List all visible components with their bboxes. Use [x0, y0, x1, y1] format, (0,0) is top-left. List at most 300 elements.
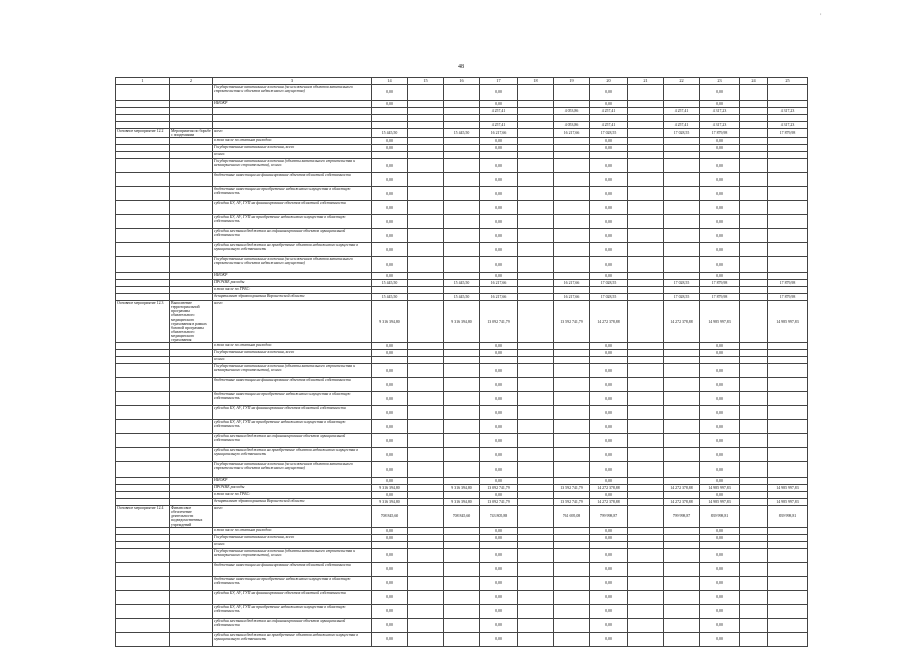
- table-row: [116, 122, 808, 129]
- amount-cell: [590, 115, 628, 122]
- amount-cell: [628, 122, 664, 129]
- table-row: [116, 108, 808, 115]
- amount-cell: 0,00: [700, 420, 740, 434]
- amount-cell: [628, 287, 664, 294]
- amount-cell: [554, 392, 590, 406]
- event-code-cell: [116, 406, 170, 420]
- amount-cell: 0,00: [480, 215, 518, 229]
- table-row: [116, 138, 808, 145]
- event-name-cell: [170, 108, 213, 115]
- amount-cell: [664, 527, 700, 534]
- amount-cell: [408, 392, 444, 406]
- amount-cell: [554, 187, 590, 201]
- amount-cell: 0,00: [372, 420, 408, 434]
- event-name-cell: [170, 201, 213, 215]
- amount-cell: 0,00: [480, 548, 518, 562]
- amount-cell: [628, 129, 664, 138]
- amount-cell: 0,00: [372, 187, 408, 201]
- amount-cell: 0,00: [372, 492, 408, 499]
- amount-cell: [444, 243, 480, 257]
- amount-cell: [518, 159, 554, 173]
- amount-cell: [740, 632, 768, 646]
- amount-cell: 0,00: [590, 350, 628, 357]
- expense-item-cell: Государственные капитальные вложения, всего: [213, 350, 372, 357]
- amount-cell: [372, 152, 408, 159]
- table-row: [116, 434, 808, 448]
- amount-cell: [664, 364, 700, 378]
- amount-cell: [554, 138, 590, 145]
- event-code-cell: [116, 215, 170, 229]
- table-row: [116, 618, 808, 632]
- table-row: [116, 506, 808, 527]
- amount-cell: [664, 492, 700, 499]
- expense-item-cell: Государственные капитальные вложения (объекты капитального строительства и незавершенного строительства), из них:: [213, 159, 372, 173]
- amount-cell: 13 092 741,79: [480, 499, 518, 506]
- amount-cell: [554, 229, 590, 243]
- amount-cell: 0,00: [700, 448, 740, 462]
- event-code-cell: [116, 294, 170, 301]
- event-name-cell: [170, 604, 213, 618]
- amount-cell: [408, 173, 444, 187]
- event-name-cell: [170, 534, 213, 541]
- amount-cell: [768, 562, 808, 576]
- amount-cell: [408, 534, 444, 541]
- amount-cell: [554, 287, 590, 294]
- amount-cell: 0,00: [480, 618, 518, 632]
- event-name-cell: [170, 406, 213, 420]
- amount-cell: 0,00: [480, 492, 518, 499]
- table-row: [116, 548, 808, 562]
- expense-item-cell: Государственные капитальные вложения (объекты капитального строительства и незавершенного строительства), из них:: [213, 548, 372, 562]
- amount-cell: [628, 152, 664, 159]
- event-name-cell: [170, 378, 213, 392]
- event-name-cell: [170, 159, 213, 173]
- amount-cell: [628, 534, 664, 541]
- amount-cell: [408, 434, 444, 448]
- amount-cell: 0,00: [480, 343, 518, 350]
- amount-cell: [700, 287, 740, 294]
- amount-cell: 0,00: [372, 406, 408, 420]
- amount-cell: 14 272 378,88: [664, 485, 700, 492]
- amount-cell: [768, 618, 808, 632]
- event-name-cell: [170, 499, 213, 506]
- amount-cell: [444, 406, 480, 420]
- amount-cell: 0,00: [590, 590, 628, 604]
- amount-cell: [768, 527, 808, 534]
- amount-cell: [554, 159, 590, 173]
- expense-item-cell: бюджетные инвестиции на приобретение недвижимого имущества в областную собственность: [213, 187, 372, 201]
- amount-cell: [740, 187, 768, 201]
- amount-cell: 0,00: [700, 576, 740, 590]
- amount-cell: [444, 378, 480, 392]
- amount-cell: 0,00: [590, 392, 628, 406]
- amount-cell: [664, 138, 700, 145]
- column-number-cell: 3: [213, 78, 372, 85]
- amount-cell: [628, 243, 664, 257]
- amount-cell: 0,00: [480, 145, 518, 152]
- amount-cell: [372, 108, 408, 115]
- amount-cell: 4 257,41: [480, 122, 518, 129]
- amount-cell: [518, 145, 554, 152]
- amount-cell: [518, 357, 554, 364]
- amount-cell: [554, 115, 590, 122]
- amount-cell: 0,00: [700, 229, 740, 243]
- event-code-cell: [116, 541, 170, 548]
- table-row: [116, 280, 808, 287]
- amount-cell: 0,00: [372, 448, 408, 462]
- amount-cell: [628, 215, 664, 229]
- amount-cell: [408, 287, 444, 294]
- amount-cell: 0,00: [372, 618, 408, 632]
- amount-cell: [628, 364, 664, 378]
- table-row: [116, 478, 808, 485]
- amount-cell: [768, 138, 808, 145]
- amount-cell: [628, 562, 664, 576]
- event-name-cell: [170, 294, 213, 301]
- amount-cell: 0,00: [372, 201, 408, 215]
- amount-cell: [740, 392, 768, 406]
- table-row: [116, 632, 808, 646]
- amount-cell: [768, 152, 808, 159]
- amount-cell: 0,00: [480, 243, 518, 257]
- expense-item-cell: субсидии БУ, АУ, ГУП на финансирование объектов областной собственности: [213, 201, 372, 215]
- amount-cell: [444, 108, 480, 115]
- amount-cell: [590, 357, 628, 364]
- expense-item-cell: НИОКР: [213, 101, 372, 108]
- amount-cell: [628, 85, 664, 101]
- amount-cell: [768, 343, 808, 350]
- event-code-cell: [116, 364, 170, 378]
- amount-cell: 0,00: [480, 392, 518, 406]
- table-row: [116, 406, 808, 420]
- event-code-cell: [116, 108, 170, 115]
- amount-cell: 0,00: [590, 173, 628, 187]
- amount-cell: [740, 108, 768, 115]
- amount-cell: 0,00: [480, 101, 518, 108]
- table-row: [116, 534, 808, 541]
- expense-item-cell: в том числе по статьям расходов:: [213, 527, 372, 534]
- column-number-cell: 1: [116, 78, 170, 85]
- amount-cell: [740, 364, 768, 378]
- amount-cell: [480, 541, 518, 548]
- event-code-cell: [116, 350, 170, 357]
- amount-cell: [408, 548, 444, 562]
- amount-cell: [444, 434, 480, 448]
- amount-cell: [740, 492, 768, 499]
- amount-cell: 0,00: [700, 478, 740, 485]
- amount-cell: [768, 350, 808, 357]
- amount-cell: 0,00: [480, 562, 518, 576]
- amount-cell: [740, 590, 768, 604]
- amount-cell: 0,00: [480, 576, 518, 590]
- amount-cell: [408, 280, 444, 287]
- amount-cell: 761 695,08: [554, 506, 590, 527]
- table-row: [116, 492, 808, 499]
- amount-cell: [554, 215, 590, 229]
- event-name-cell: [170, 364, 213, 378]
- event-code-cell: [116, 434, 170, 448]
- expense-item-cell: Государственные капитальные вложения, всего: [213, 145, 372, 152]
- amount-cell: [518, 420, 554, 434]
- event-code-cell: [116, 448, 170, 462]
- amount-cell: [628, 392, 664, 406]
- amount-cell: [768, 448, 808, 462]
- amount-cell: 9 316 394,80: [372, 301, 408, 343]
- amount-cell: 0,00: [590, 273, 628, 280]
- amount-cell: 14 985 997,83: [700, 485, 740, 492]
- expense-item-cell: [213, 115, 372, 122]
- expense-item-cell: НИОКР: [213, 478, 372, 485]
- amount-cell: [628, 138, 664, 145]
- amount-cell: 0,00: [372, 478, 408, 485]
- amount-cell: [768, 243, 808, 257]
- amount-cell: [408, 420, 444, 434]
- amount-cell: 708 845,60: [372, 506, 408, 527]
- amount-cell: 0,00: [480, 406, 518, 420]
- amount-cell: 0,00: [700, 364, 740, 378]
- amount-cell: [518, 108, 554, 115]
- amount-cell: [444, 101, 480, 108]
- amount-cell: [518, 485, 554, 492]
- amount-cell: 9 316 394,80: [444, 485, 480, 492]
- table-row: [116, 294, 808, 301]
- amount-cell: 4 257,41: [590, 108, 628, 115]
- column-number-cell: 14: [372, 78, 408, 85]
- amount-cell: [408, 541, 444, 548]
- table-row: [116, 590, 808, 604]
- amount-cell: 0,00: [480, 350, 518, 357]
- amount-cell: 4 257,41: [664, 122, 700, 129]
- amount-cell: [664, 534, 700, 541]
- amount-cell: [518, 548, 554, 562]
- event-code-cell: [116, 343, 170, 350]
- amount-cell: [444, 534, 480, 541]
- event-code-cell: [116, 201, 170, 215]
- expense-item-cell: субсидии местным бюджетам на софинансирование объектов муниципальной собственности: [213, 229, 372, 243]
- amount-cell: [518, 506, 554, 527]
- event-name-cell: [170, 138, 213, 145]
- amount-cell: [664, 392, 700, 406]
- amount-cell: [518, 632, 554, 646]
- amount-cell: 0,00: [700, 618, 740, 632]
- table-row: [116, 152, 808, 159]
- amount-cell: [664, 85, 700, 101]
- amount-cell: [768, 101, 808, 108]
- amount-cell: 0,00: [372, 548, 408, 562]
- amount-cell: 0,00: [372, 145, 408, 152]
- event-name-cell: [170, 392, 213, 406]
- column-number-row: [116, 78, 808, 85]
- table-row: [116, 378, 808, 392]
- amount-cell: 0,00: [590, 604, 628, 618]
- amount-cell: [628, 499, 664, 506]
- amount-cell: 0,00: [590, 534, 628, 541]
- expense-item-cell: в том числе по ГРБС:: [213, 492, 372, 499]
- amount-cell: [372, 115, 408, 122]
- table-row: [116, 257, 808, 273]
- table-row: [116, 187, 808, 201]
- amount-cell: [554, 562, 590, 576]
- amount-cell: 9 316 394,80: [372, 485, 408, 492]
- amount-cell: [408, 257, 444, 273]
- amount-cell: 0,00: [372, 434, 408, 448]
- amount-cell: [628, 632, 664, 646]
- amount-cell: [408, 108, 444, 115]
- amount-cell: [444, 562, 480, 576]
- amount-cell: 0,00: [590, 562, 628, 576]
- event-code-cell: [116, 115, 170, 122]
- amount-cell: [628, 462, 664, 478]
- event-name-cell: [170, 280, 213, 287]
- expense-item-cell: всего: [213, 506, 372, 527]
- amount-cell: 0,00: [372, 243, 408, 257]
- table-row: [116, 145, 808, 152]
- amount-cell: [518, 301, 554, 343]
- amount-cell: [664, 115, 700, 122]
- amount-cell: [408, 187, 444, 201]
- amount-cell: [408, 350, 444, 357]
- column-number-cell: 15: [408, 78, 444, 85]
- amount-cell: 0,00: [372, 562, 408, 576]
- event-code-cell: [116, 576, 170, 590]
- amount-cell: 0,00: [372, 229, 408, 243]
- column-number-cell: 20: [590, 78, 628, 85]
- amount-cell: 708 845,60: [444, 506, 480, 527]
- table-body: [116, 78, 808, 647]
- amount-cell: 4 257,41: [480, 108, 518, 115]
- event-name-cell: [170, 115, 213, 122]
- amount-cell: [628, 506, 664, 527]
- table-row: [116, 273, 808, 280]
- amount-cell: 799 998,87: [664, 506, 700, 527]
- expense-item-cell: [213, 122, 372, 129]
- amount-cell: 0,00: [372, 392, 408, 406]
- amount-cell: [444, 85, 480, 101]
- event-name-cell: [170, 152, 213, 159]
- event-name-cell: [170, 632, 213, 646]
- amount-cell: [740, 485, 768, 492]
- amount-cell: [444, 576, 480, 590]
- amount-cell: 0,00: [590, 85, 628, 101]
- amount-cell: [444, 187, 480, 201]
- amount-cell: [740, 499, 768, 506]
- amount-cell: 0,00: [590, 201, 628, 215]
- amount-cell: [444, 527, 480, 534]
- amount-cell: [740, 145, 768, 152]
- amount-cell: [518, 492, 554, 499]
- amount-cell: 14 272 378,88: [590, 301, 628, 343]
- amount-cell: [768, 576, 808, 590]
- amount-cell: [518, 187, 554, 201]
- amount-cell: [444, 448, 480, 462]
- amount-cell: [408, 294, 444, 301]
- amount-cell: [664, 152, 700, 159]
- amount-cell: 16 217,66: [480, 129, 518, 138]
- event-name-cell: Выполнение территориальной программы обязательного медицинского страхования в рамках базовой программы обязательного медицинского страхования: [170, 301, 213, 343]
- amount-cell: 17 028,55: [664, 129, 700, 138]
- amount-cell: 15 445,50: [444, 280, 480, 287]
- amount-cell: [408, 378, 444, 392]
- amount-cell: [554, 201, 590, 215]
- amount-cell: 0,00: [700, 604, 740, 618]
- amount-cell: [444, 201, 480, 215]
- event-name-cell: [170, 478, 213, 485]
- event-code-cell: [116, 122, 170, 129]
- expense-item-cell: субсидии местным бюджетам на софинансирование объектов муниципальной собственности: [213, 618, 372, 632]
- amount-cell: 0,00: [590, 364, 628, 378]
- amount-cell: 0,00: [372, 343, 408, 350]
- event-code-cell: Основное мероприятие 12.3: [116, 301, 170, 343]
- amount-cell: 0,00: [700, 534, 740, 541]
- amount-cell: [740, 548, 768, 562]
- amount-cell: [628, 357, 664, 364]
- corner-mark: ,: [820, 10, 822, 16]
- amount-cell: [628, 101, 664, 108]
- amount-cell: 0,00: [700, 562, 740, 576]
- amount-cell: [740, 215, 768, 229]
- amount-cell: [664, 378, 700, 392]
- amount-cell: [554, 173, 590, 187]
- amount-cell: [768, 534, 808, 541]
- amount-cell: [554, 448, 590, 462]
- amount-cell: [518, 229, 554, 243]
- amount-cell: [408, 448, 444, 462]
- amount-cell: [518, 364, 554, 378]
- amount-cell: [444, 350, 480, 357]
- amount-cell: [518, 85, 554, 101]
- table-row: [116, 115, 808, 122]
- amount-cell: [554, 350, 590, 357]
- amount-cell: [740, 420, 768, 434]
- event-code-cell: [116, 85, 170, 101]
- amount-cell: [408, 462, 444, 478]
- amount-cell: [518, 287, 554, 294]
- amount-cell: 0,00: [590, 229, 628, 243]
- expense-item-cell: субсидии местным бюджетам на приобретение объектов недвижимого имущества в муниципальную собственность: [213, 632, 372, 646]
- amount-cell: 0,00: [590, 492, 628, 499]
- amount-cell: [554, 257, 590, 273]
- amount-cell: [628, 420, 664, 434]
- amount-cell: [740, 378, 768, 392]
- amount-cell: [740, 115, 768, 122]
- expense-item-cell: Государственные капитальные вложения (за исключением объектов капитального строительства и объектов недвижимого имущества): [213, 257, 372, 273]
- amount-cell: [518, 590, 554, 604]
- amount-cell: [740, 159, 768, 173]
- amount-cell: 0,00: [480, 257, 518, 273]
- amount-cell: [518, 378, 554, 392]
- amount-cell: 17 028,55: [664, 280, 700, 287]
- amount-cell: [518, 101, 554, 108]
- amount-cell: [664, 173, 700, 187]
- amount-cell: 17 879,98: [768, 280, 808, 287]
- amount-cell: [628, 406, 664, 420]
- amount-cell: 17 879,98: [768, 129, 808, 138]
- amount-cell: [628, 115, 664, 122]
- amount-cell: [768, 85, 808, 101]
- amount-cell: [408, 406, 444, 420]
- amount-cell: [444, 364, 480, 378]
- amount-cell: 13 092 741,79: [480, 301, 518, 343]
- amount-cell: 0,00: [700, 159, 740, 173]
- amount-cell: [554, 243, 590, 257]
- amount-cell: [554, 343, 590, 350]
- amount-cell: 14 985 997,83: [700, 499, 740, 506]
- amount-cell: [372, 122, 408, 129]
- event-code-cell: [116, 257, 170, 273]
- amount-cell: 0,00: [700, 492, 740, 499]
- event-name-cell: [170, 357, 213, 364]
- event-name-cell: [170, 448, 213, 462]
